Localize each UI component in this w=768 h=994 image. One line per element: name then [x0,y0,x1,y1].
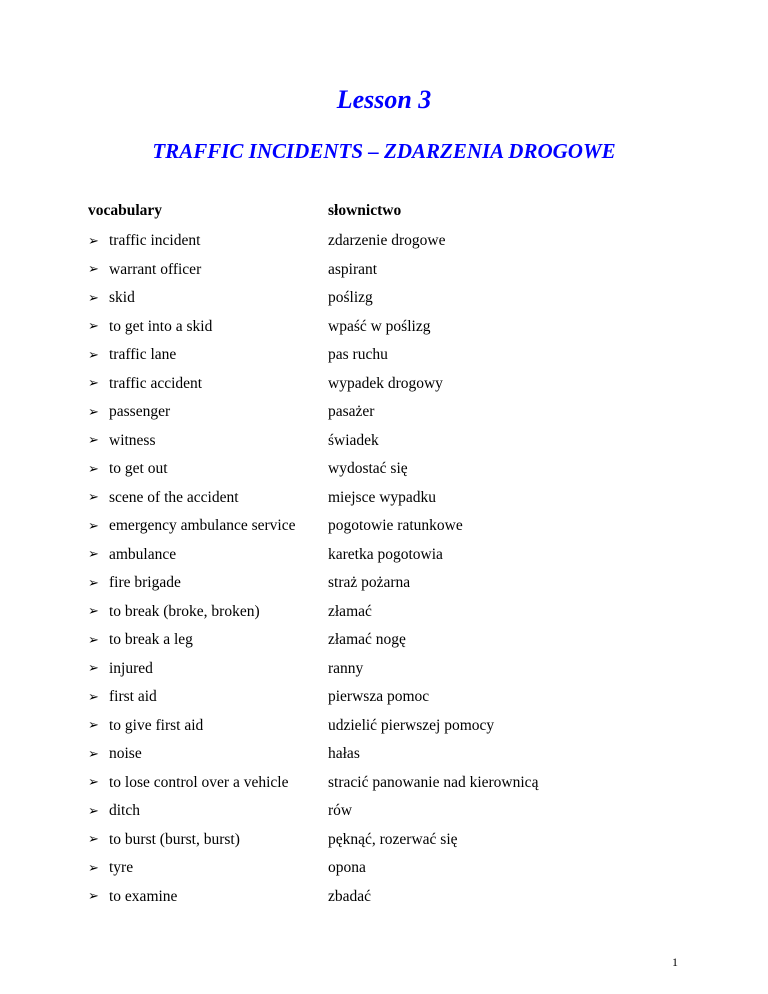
arrow-bullet-icon: ➢ [88,319,99,335]
polish-translation: pęknąć, rozerwać się [328,830,458,848]
english-term-text: scene of the accident [109,488,239,506]
arrow-bullet-icon: ➢ [88,404,99,420]
arrow-bullet-icon: ➢ [88,604,99,620]
arrow-bullet-icon: ➢ [88,461,99,477]
english-term-text: warrant officer [109,260,202,278]
polish-translation: rów [328,802,353,820]
polish-translation: hałas [328,745,360,763]
vocabulary-row [88,883,608,912]
arrow-bullet-icon: ➢ [88,775,99,791]
polish-translation: stracić panowanie nad kierownicą [328,773,539,791]
arrow-bullet-icon: ➢ [88,746,99,762]
polish-translation: wydostać się [328,460,408,478]
arrow-bullet-icon: ➢ [88,661,99,677]
vocabulary-row [88,484,608,513]
english-term [88,460,328,478]
polish-translation: wypadek drogowy [328,374,443,392]
polish-translation: świadek [328,431,379,449]
vocabulary-row [88,598,608,627]
english-term [88,831,328,849]
vocabulary-row [88,313,608,342]
polish-translation: ranny [328,659,364,677]
english-term-text: fire brigade [109,574,181,592]
polish-translation: udzielić pierwszej pomocy [328,716,495,734]
english-term [88,432,328,450]
vocabulary-row [88,769,608,798]
arrow-bullet-icon: ➢ [88,490,99,506]
english-term [88,261,328,279]
english-term-text: to get out [109,460,168,478]
english-term-text: traffic lane [109,346,177,364]
english-term [88,346,328,364]
english-term-text: passenger [109,403,171,421]
polish-translation: wpaść w poślizg [328,317,431,335]
vocabulary-rows [88,227,608,911]
vocabulary-row [88,455,608,484]
polish-translation: straż pożarna [328,574,411,592]
english-term-text: to break (broke, broken) [109,602,260,620]
english-term-text: to get into a skid [109,317,213,335]
polish-translation: pierwsza pomoc [328,688,430,706]
vocabulary-row [88,826,608,855]
vocabulary-row [88,256,608,285]
vocabulary-row [88,341,608,370]
english-term-text: injured [109,659,153,677]
vocabulary-row [88,541,608,570]
english-term [88,717,328,735]
arrow-bullet-icon: ➢ [88,689,99,705]
vocabulary-row [88,512,608,541]
vocabulary-row [88,370,608,399]
arrow-bullet-icon: ➢ [88,632,99,648]
arrow-bullet-icon: ➢ [88,376,99,392]
arrow-bullet-icon: ➢ [88,233,99,249]
vocabulary-row [88,683,608,712]
arrow-bullet-icon: ➢ [88,575,99,591]
english-term-text: to examine [109,887,178,905]
english-term [88,688,328,706]
vocabulary-row [88,398,608,427]
polish-translation: poślizg [328,289,373,307]
vocabulary-header-row [88,198,608,224]
polish-translation: opona [328,859,366,877]
english-term [88,517,328,535]
arrow-bullet-icon: ➢ [88,433,99,449]
english-term-text: skid [109,289,135,307]
page-number: 1 [672,955,678,969]
english-term-text: tyre [109,859,134,877]
english-term-text: emergency ambulance service [109,517,296,535]
vocabulary-row [88,740,608,769]
vocabulary-row [88,854,608,883]
english-term [88,289,328,307]
arrow-bullet-icon: ➢ [88,718,99,734]
english-term-text: to burst (burst, burst) [109,830,240,848]
polish-translation: złamać nogę [328,631,406,649]
english-term [88,631,328,649]
english-term [88,745,328,763]
english-term-text: ambulance [109,545,177,563]
english-term [88,859,328,877]
header-polish: słownictwo [328,202,402,219]
topic-title: TRAFFIC INCIDENTS – ZDARZENIA DROGOWE [152,139,616,163]
english-term-text: traffic accident [109,374,203,392]
polish-translation: aspirant [328,260,378,278]
polish-translation: pasażer [328,403,375,421]
english-term-text: noise [109,745,142,763]
english-term-text: ditch [109,802,140,820]
english-term-text: to lose control over a vehicle [109,773,289,791]
english-term-text: witness [109,431,156,449]
english-term [88,318,328,336]
english-term-text: traffic incident [109,232,201,250]
vocabulary-row [88,227,608,256]
english-term [88,774,328,792]
arrow-bullet-icon: ➢ [88,832,99,848]
english-term [88,802,328,820]
arrow-bullet-icon: ➢ [88,347,99,363]
english-term [88,660,328,678]
vocabulary-table [88,198,608,911]
polish-translation: karetka pogotowia [328,545,443,563]
polish-translation: złamać [328,602,372,620]
english-term [88,603,328,621]
arrow-bullet-icon: ➢ [88,889,99,905]
english-term-text: first aid [109,688,157,706]
english-term [88,888,328,906]
english-term [88,232,328,250]
header-english: vocabulary [88,202,163,219]
arrow-bullet-icon: ➢ [88,290,99,306]
polish-translation: miejsce wypadku [328,488,437,506]
polish-translation: pogotowie ratunkowe [328,517,463,535]
vocabulary-row [88,626,608,655]
polish-translation: pas ruchu [328,346,388,364]
arrow-bullet-icon: ➢ [88,803,99,819]
arrow-bullet-icon: ➢ [88,518,99,534]
lesson-title: Lesson 3 [336,85,432,114]
english-term [88,546,328,564]
english-term-text: to give first aid [109,716,204,734]
english-term-text: to break a leg [109,631,193,649]
vocabulary-row [88,655,608,684]
polish-translation: zdarzenie drogowe [328,232,446,250]
english-term [88,375,328,393]
arrow-bullet-icon: ➢ [88,860,99,876]
vocabulary-row [88,797,608,826]
arrow-bullet-icon: ➢ [88,547,99,563]
vocabulary-row [88,427,608,456]
vocabulary-row [88,284,608,313]
polish-translation: zbadać [328,887,372,905]
english-term [88,574,328,592]
arrow-bullet-icon: ➢ [88,262,99,278]
vocabulary-row [88,569,608,598]
english-term [88,403,328,421]
vocabulary-row [88,712,608,741]
english-term [88,489,328,507]
